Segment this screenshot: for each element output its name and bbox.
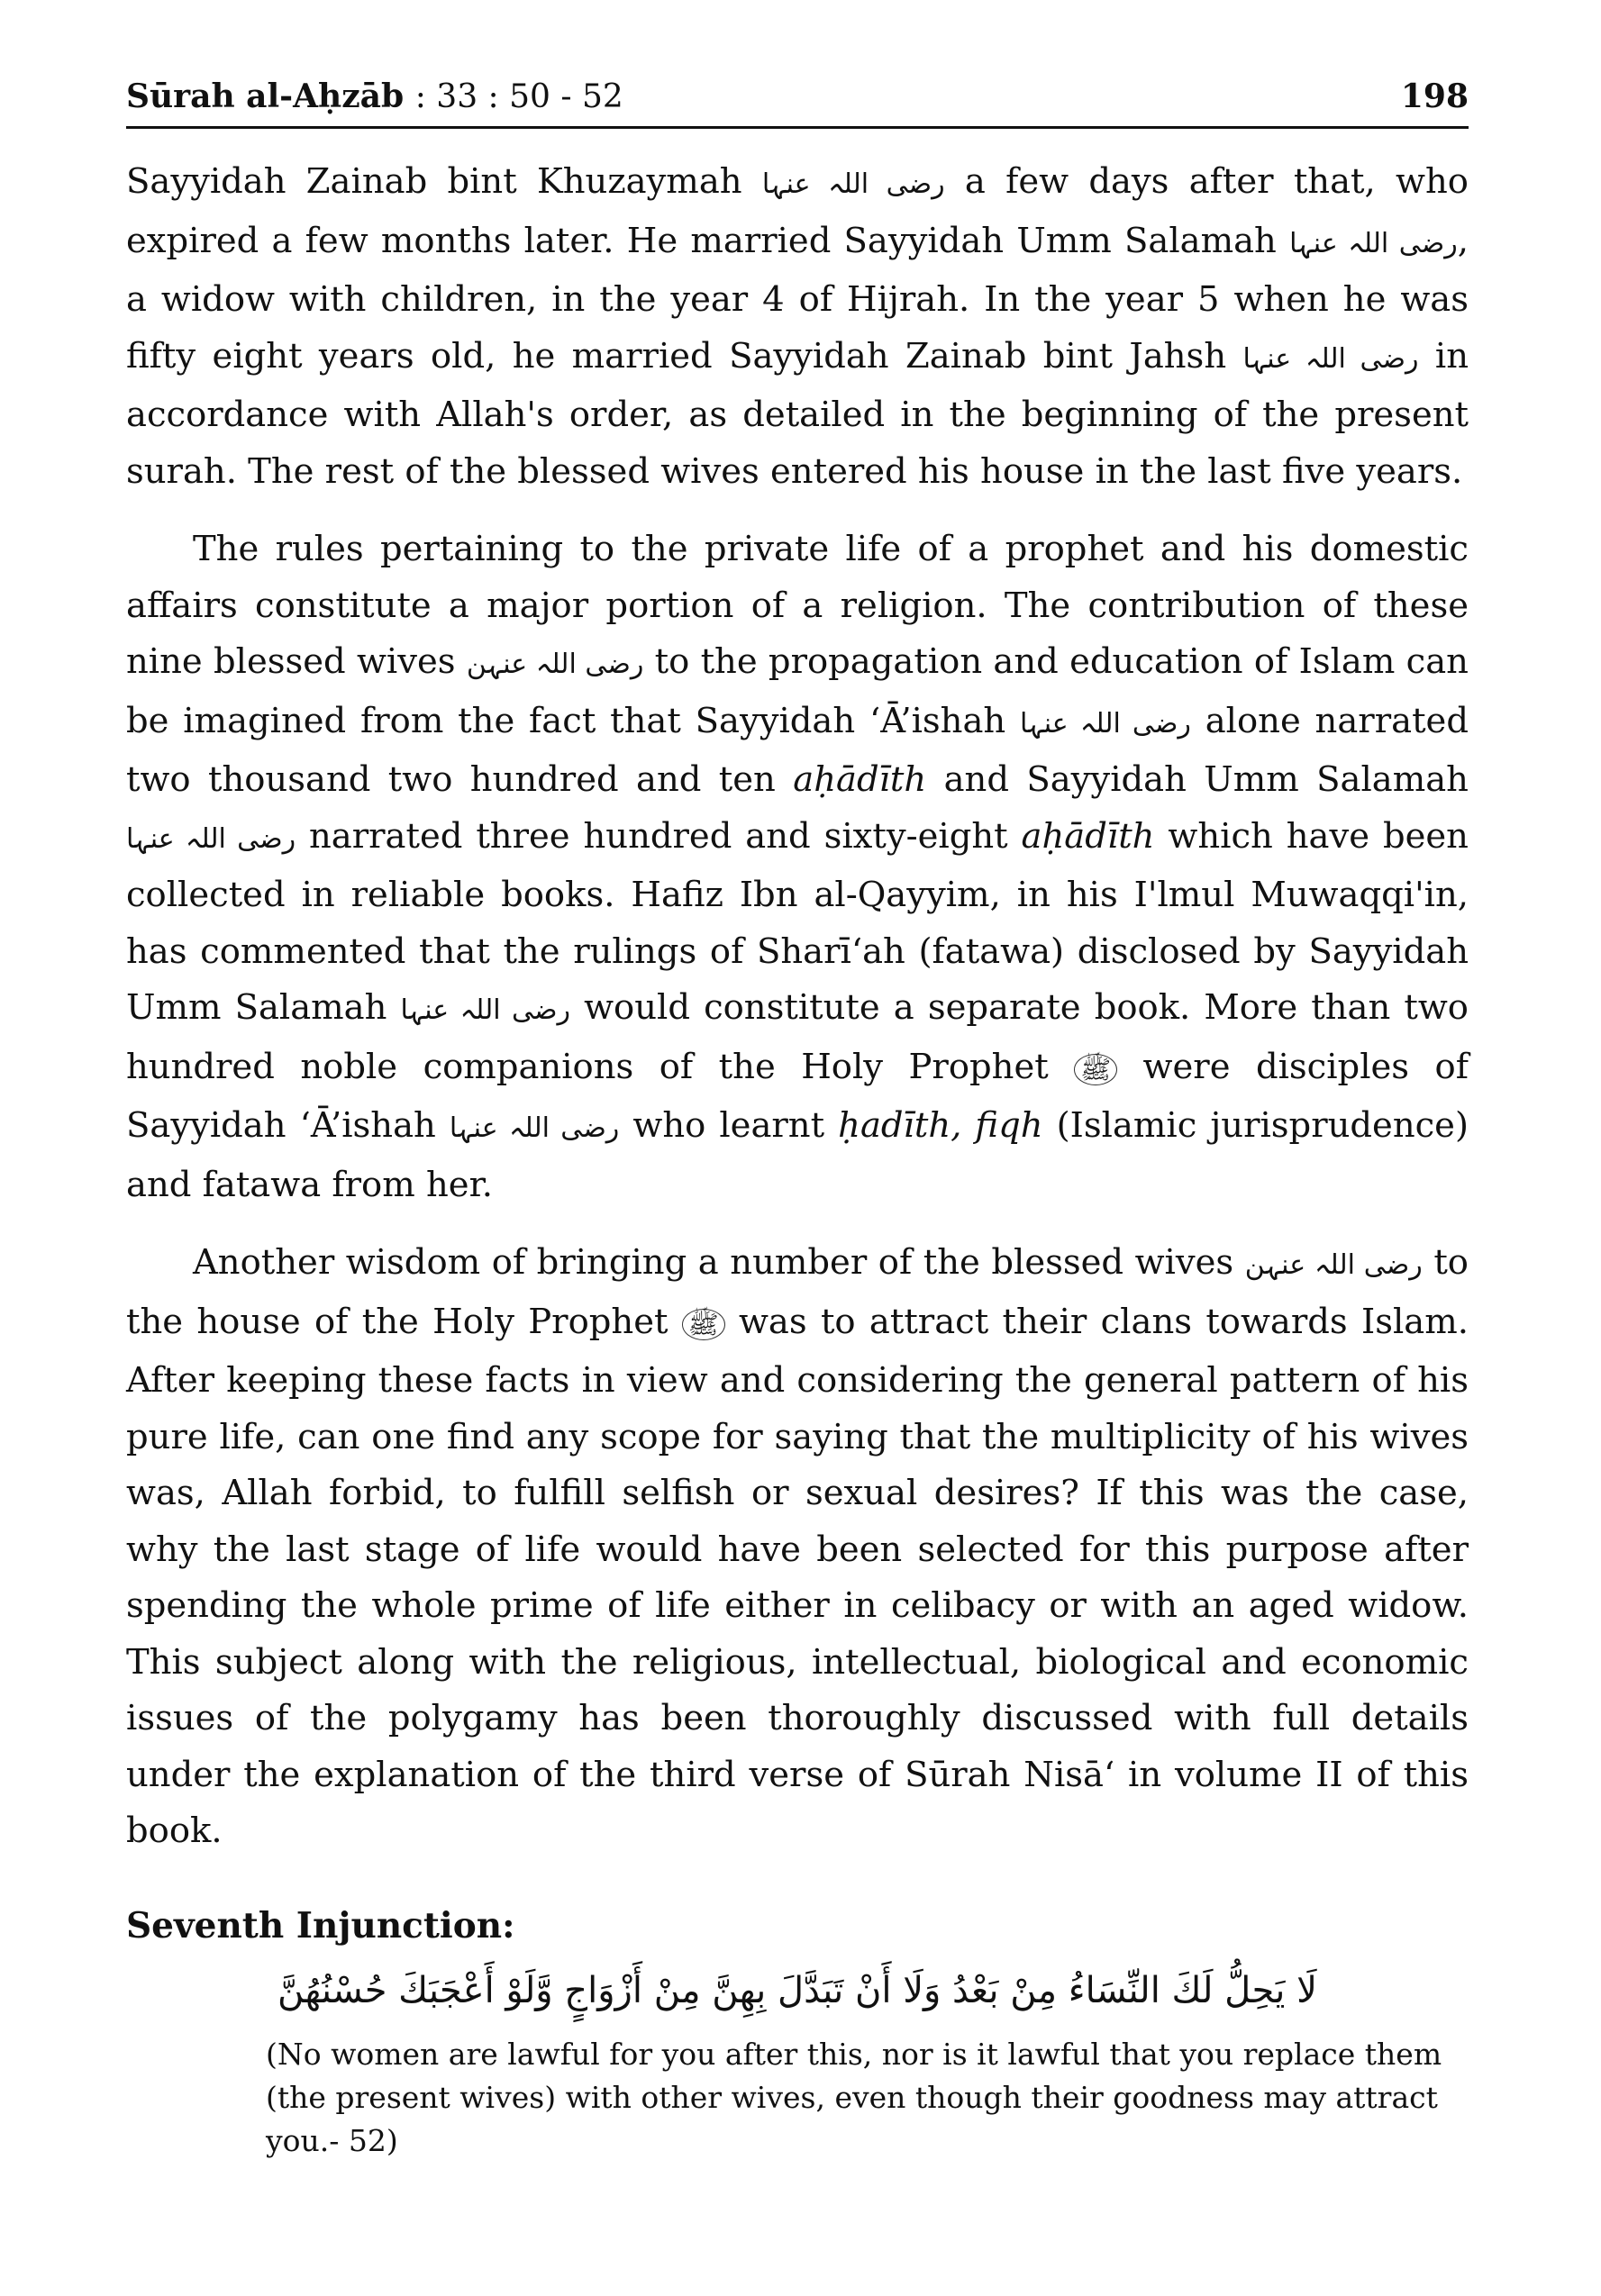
- honorific-arabic: رضی اللہ عنہا: [126, 822, 296, 855]
- text: Another wisdom of bringing a number of the blessed wives: [193, 1242, 1234, 1283]
- honorific-arabic: رضی اللہ عنہا: [400, 994, 570, 1026]
- italic-term: aḥādīth: [1021, 815, 1155, 857]
- section-heading: Seventh Injunction:: [126, 1904, 515, 1947]
- paragraph-1: [126, 154, 1469, 500]
- text: , a widow with children, in the year 4 of Hijrah. In the year 5 when he was fifty eight years old, he married Sayyidah Zainab bint Jahsh: [126, 220, 1469, 377]
- salawat-glyph: ﷺ: [682, 1309, 725, 1340]
- salawat-glyph: ﷺ: [1074, 1054, 1117, 1085]
- surah-title: Sūrah al-Aḥzāb: [126, 77, 405, 115]
- honorific-arabic: رضی اللہ عنہا: [449, 1112, 620, 1144]
- honorific-arabic: رضی اللہ عنہن: [466, 649, 644, 680]
- text: a few days after that, who expired a few months later. He married Sayyidah Umm Salamah: [126, 161, 1469, 261]
- text: to the house of the Holy Prophet: [126, 1242, 1469, 1342]
- honorific-arabic: رضی اللہ عنہا: [1020, 707, 1191, 740]
- page: [126, 77, 1469, 2163]
- text: Sayyidah Zainab bint Khuzaymah: [126, 161, 742, 202]
- honorific-arabic: رضی اللہ عنہا: [1242, 342, 1419, 375]
- text: who learnt: [632, 1105, 825, 1146]
- header-title-group: [126, 77, 623, 115]
- honorific-arabic: رضی اللہ عنہن: [1244, 1249, 1423, 1281]
- body-text: [126, 154, 1469, 1860]
- italic-term: aḥādīth: [793, 759, 927, 800]
- running-header: [126, 77, 1469, 129]
- honorific-arabic: رضی اللہ عنہا: [1289, 227, 1458, 259]
- text: narrated three hundred and sixty-eight: [308, 815, 1008, 857]
- verse-reference: : 33 : 50 - 52: [414, 78, 623, 115]
- text: were disciples of Sayyidah ‘Ā’ishah: [126, 1046, 1469, 1146]
- italic-term: ḥadīth, fiqh: [838, 1105, 1043, 1146]
- verse-translation: (No women are lawful for you after this, nor is it lawful that you replace them (the present wives) with other wives, even though their goodness may attract you.- 52): [266, 2036, 1442, 2158]
- text: and Sayyidah Umm Salamah: [943, 759, 1469, 800]
- text: was to attract their clans towards Islam. After keeping these facts in view and considering the general pattern of his pure life, can one find any scope for saying that the multiplicity of his wives was, Allah forbid, to fulfill selfish or sexual desires? If this was the case, why the last stage of life would have been selected for this purpose after spending the whole prime of life either in celibacy or with an aged widow. This subject along with the religious, intellectual, biological and economic issues of the polygamy has been thoroughly discussed with full details under the explanation of the third verse of Sūrah Nisā‘ in volume II of this book.: [126, 1301, 1469, 1851]
- quran-verse: لَا يَحِلُّ لَكَ النِّسَاءُ مِنْ بَعْدُ وَلَا أَنْ تَبَدَّلَ بِهِنَّ مِنْ أَزْوَاجٍ وَّلَوْ أَعْجَبَكَ حُسْنُهُنَّ: [277, 1969, 1317, 2011]
- text: would constitute a separate book. More than two hundred noble companions of the Holy Prophet: [126, 987, 1469, 1087]
- paragraph-2: [126, 522, 1469, 1213]
- text: which have been collected in reliable books. Hafiz Ibn al-Qayyim, in his I'lmul Muwaqqi'in, has commented that the rulings of Sharī‘ah (fatawa) disclosed by Sayyidah Umm Salamah: [126, 815, 1469, 1028]
- text: in accordance with Allah's order, as detailed in the beginning of the present surah. The rest of the blessed wives entered his house in the last five years.: [126, 335, 1469, 492]
- text: to the propagation and education of Islam can be imagined from the fact that Sayyidah ‘Ā’ishah: [126, 641, 1469, 741]
- text: The rules pertaining to the private life of a prophet and his domestic affairs constitute a major portion of a religion. The contribution of these nine blessed wives: [126, 529, 1469, 682]
- page-number: 198: [1400, 77, 1469, 115]
- text: alone narrated two thousand two hundred and ten: [126, 700, 1469, 800]
- text: (Islamic jurisprudence) and fatawa from her.: [126, 1105, 1469, 1205]
- honorific-arabic: رضی اللہ عنہا: [761, 168, 945, 200]
- paragraph-3: [126, 1235, 1469, 1860]
